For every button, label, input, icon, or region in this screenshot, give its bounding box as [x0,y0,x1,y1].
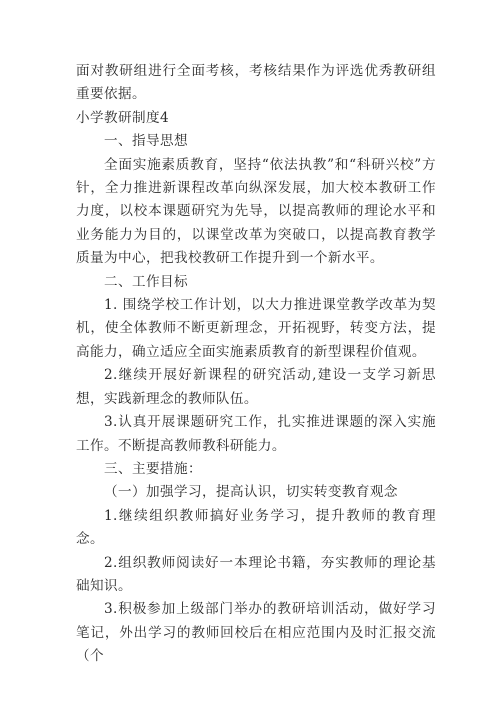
paragraph-guiding-ideology: 全面实施素质教育，坚持“依法执教”和“科研兴校”方针，全力推进新课程改革向纵深发展，加大校本教研工作力度，以校本课题研究为先导，以提高教师的理论水平和业务能力为目的，以课堂改革为突破口，以提高教育教学质量为中心，把我校教研工作提升到一个新水平。 [76,156,436,267]
subsection-heading-study: （一）加强学习，提高认识，切实转变教育观念 [104,484,398,501]
section-heading-main-measures: 三、主要措施： [104,460,202,477]
goal-item-2: 2.继续开展好新课程的研究活动,建设一支学习新思想，实践新理念的教师队伍。 [76,367,436,407]
measure-item-3: 3.积极参加上级部门举办的教研培训活动，做好学习笔记，外出学习的教师回校后在相应范围内及时汇报交流（个 [76,601,436,665]
measure-item-2: 2.组织教师阅读好一本理论书籍，夯实教师的理论基础知识。 [76,554,436,594]
section-heading-work-goals: 二、工作目标 [104,273,188,290]
goal-item-1: 1. 围绕学校工作计划，以大力推进课堂教学改革为契机，使全体教师不断更新理念，开拓视野，转变方法，提高能力，确立适应全面实施素质教育的新型课程价值观。 [76,297,436,360]
goal-item-3: 3.认真开展课题研究工作，扎实推进课题的深入实施工作。不断提高教师教科研能力。 [76,414,436,454]
section-heading-guiding-ideology: 一、指导思想 [104,133,188,150]
document-page [76,60,436,669]
document-title: 小学教研制度4 [76,109,170,126]
measure-item-1: 1.继续组织教师搞好业务学习，提升教师的教育理念。 [76,507,436,548]
paragraph-continuation: 面对教研组进行全面考核，考核结果作为评选优秀教研组重要依据。 [76,63,436,103]
